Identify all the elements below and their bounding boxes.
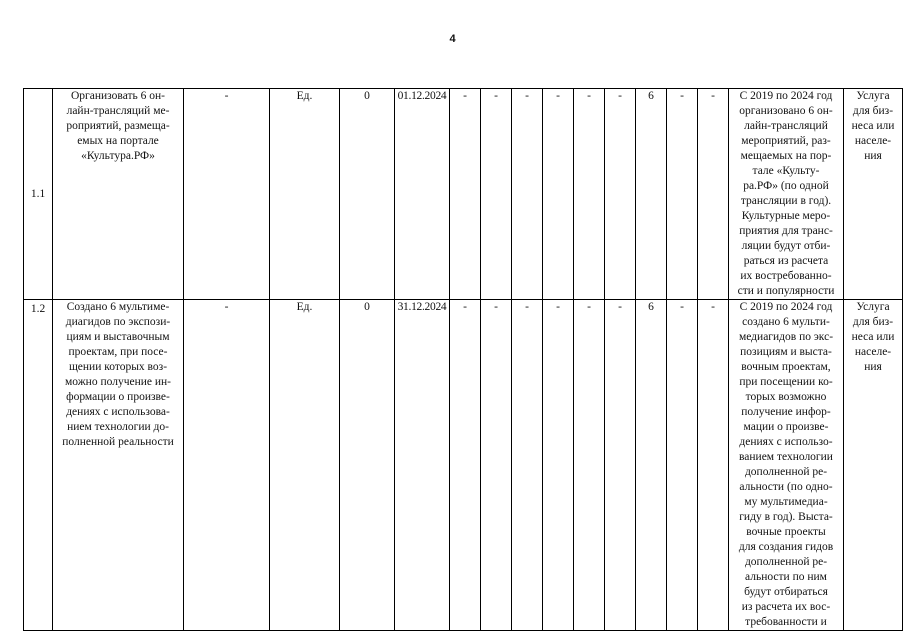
measure-description: Создано 6 мультиме- диагидов по экспози- циям и выставочным проектам, при посе- щении которых воз- можно получение ин- формации о произве- дениях с использова- нием технологии до- полненной реальности (53, 300, 184, 631)
year-value-cell: - (698, 89, 729, 300)
year-value-cell: - (543, 300, 574, 631)
table-row (24, 89, 903, 300)
year-value-cell: - (450, 89, 481, 300)
base-value-cell: 0 (340, 300, 395, 631)
result-type: Услуга для биз- неса или населе- ния (844, 89, 903, 300)
result-description: С 2019 по 2024 год организовано 6 он- лайн-трансляций мероприятий, раз- мещаемых на пор- тале «Культу- ра.РФ» (по одной трансляции в год). Культурные меро- приятия для транс- ляции будут отби- раться из расчета их востребованно- сти и популярности (729, 89, 844, 300)
year-value-cell: - (574, 89, 605, 300)
result-type: Услуга для биз- неса или населе- ния (844, 300, 903, 631)
year-value-cell: - (698, 300, 729, 631)
measures-table (23, 88, 903, 631)
year-value-cell: - (481, 300, 512, 631)
year-value-cell: - (667, 300, 698, 631)
table-row (24, 300, 903, 631)
year-value-cell: 6 (636, 89, 667, 300)
year-value-cell: - (605, 89, 636, 300)
year-value-cell: - (543, 89, 574, 300)
page-number: 4 (449, 33, 456, 45)
year-value-cell: 6 (636, 300, 667, 631)
year-value-cell: - (667, 89, 698, 300)
indicator-cell: - (184, 89, 270, 300)
row-number: 1.2 (24, 300, 53, 631)
measure-description: Организовать 6 он- лайн-трансляций ме- роприятий, размеща- емых на портале «Культура.РФ» (53, 89, 184, 300)
year-value-cell: - (512, 300, 543, 631)
result-description: С 2019 по 2024 год создано 6 мульти- медиагидов по экс- позициям и выста- вочным проектам, при посещении ко- торых возможно получение инфор- мации о произве- дениях с использо- ванием технологии дополненной ре- альности (по одно- му мультимедиа- гиду в год). Выста- вочные проекты для создания гидов дополненной ре- альности по ним будут отбираться из расчета их вос- требованности и (729, 300, 844, 631)
deadline-cell: 01.12.2024 (395, 89, 450, 300)
year-value-cell: - (512, 89, 543, 300)
row-number: 1.1 (24, 89, 53, 300)
year-value-cell: - (481, 89, 512, 300)
deadline-cell: 31.12.2024 (395, 300, 450, 631)
unit-cell: Ед. (270, 89, 340, 300)
unit-cell: Ед. (270, 300, 340, 631)
year-value-cell: - (450, 300, 481, 631)
base-value-cell: 0 (340, 89, 395, 300)
year-value-cell: - (574, 300, 605, 631)
year-value-cell: - (605, 300, 636, 631)
indicator-cell: - (184, 300, 270, 631)
